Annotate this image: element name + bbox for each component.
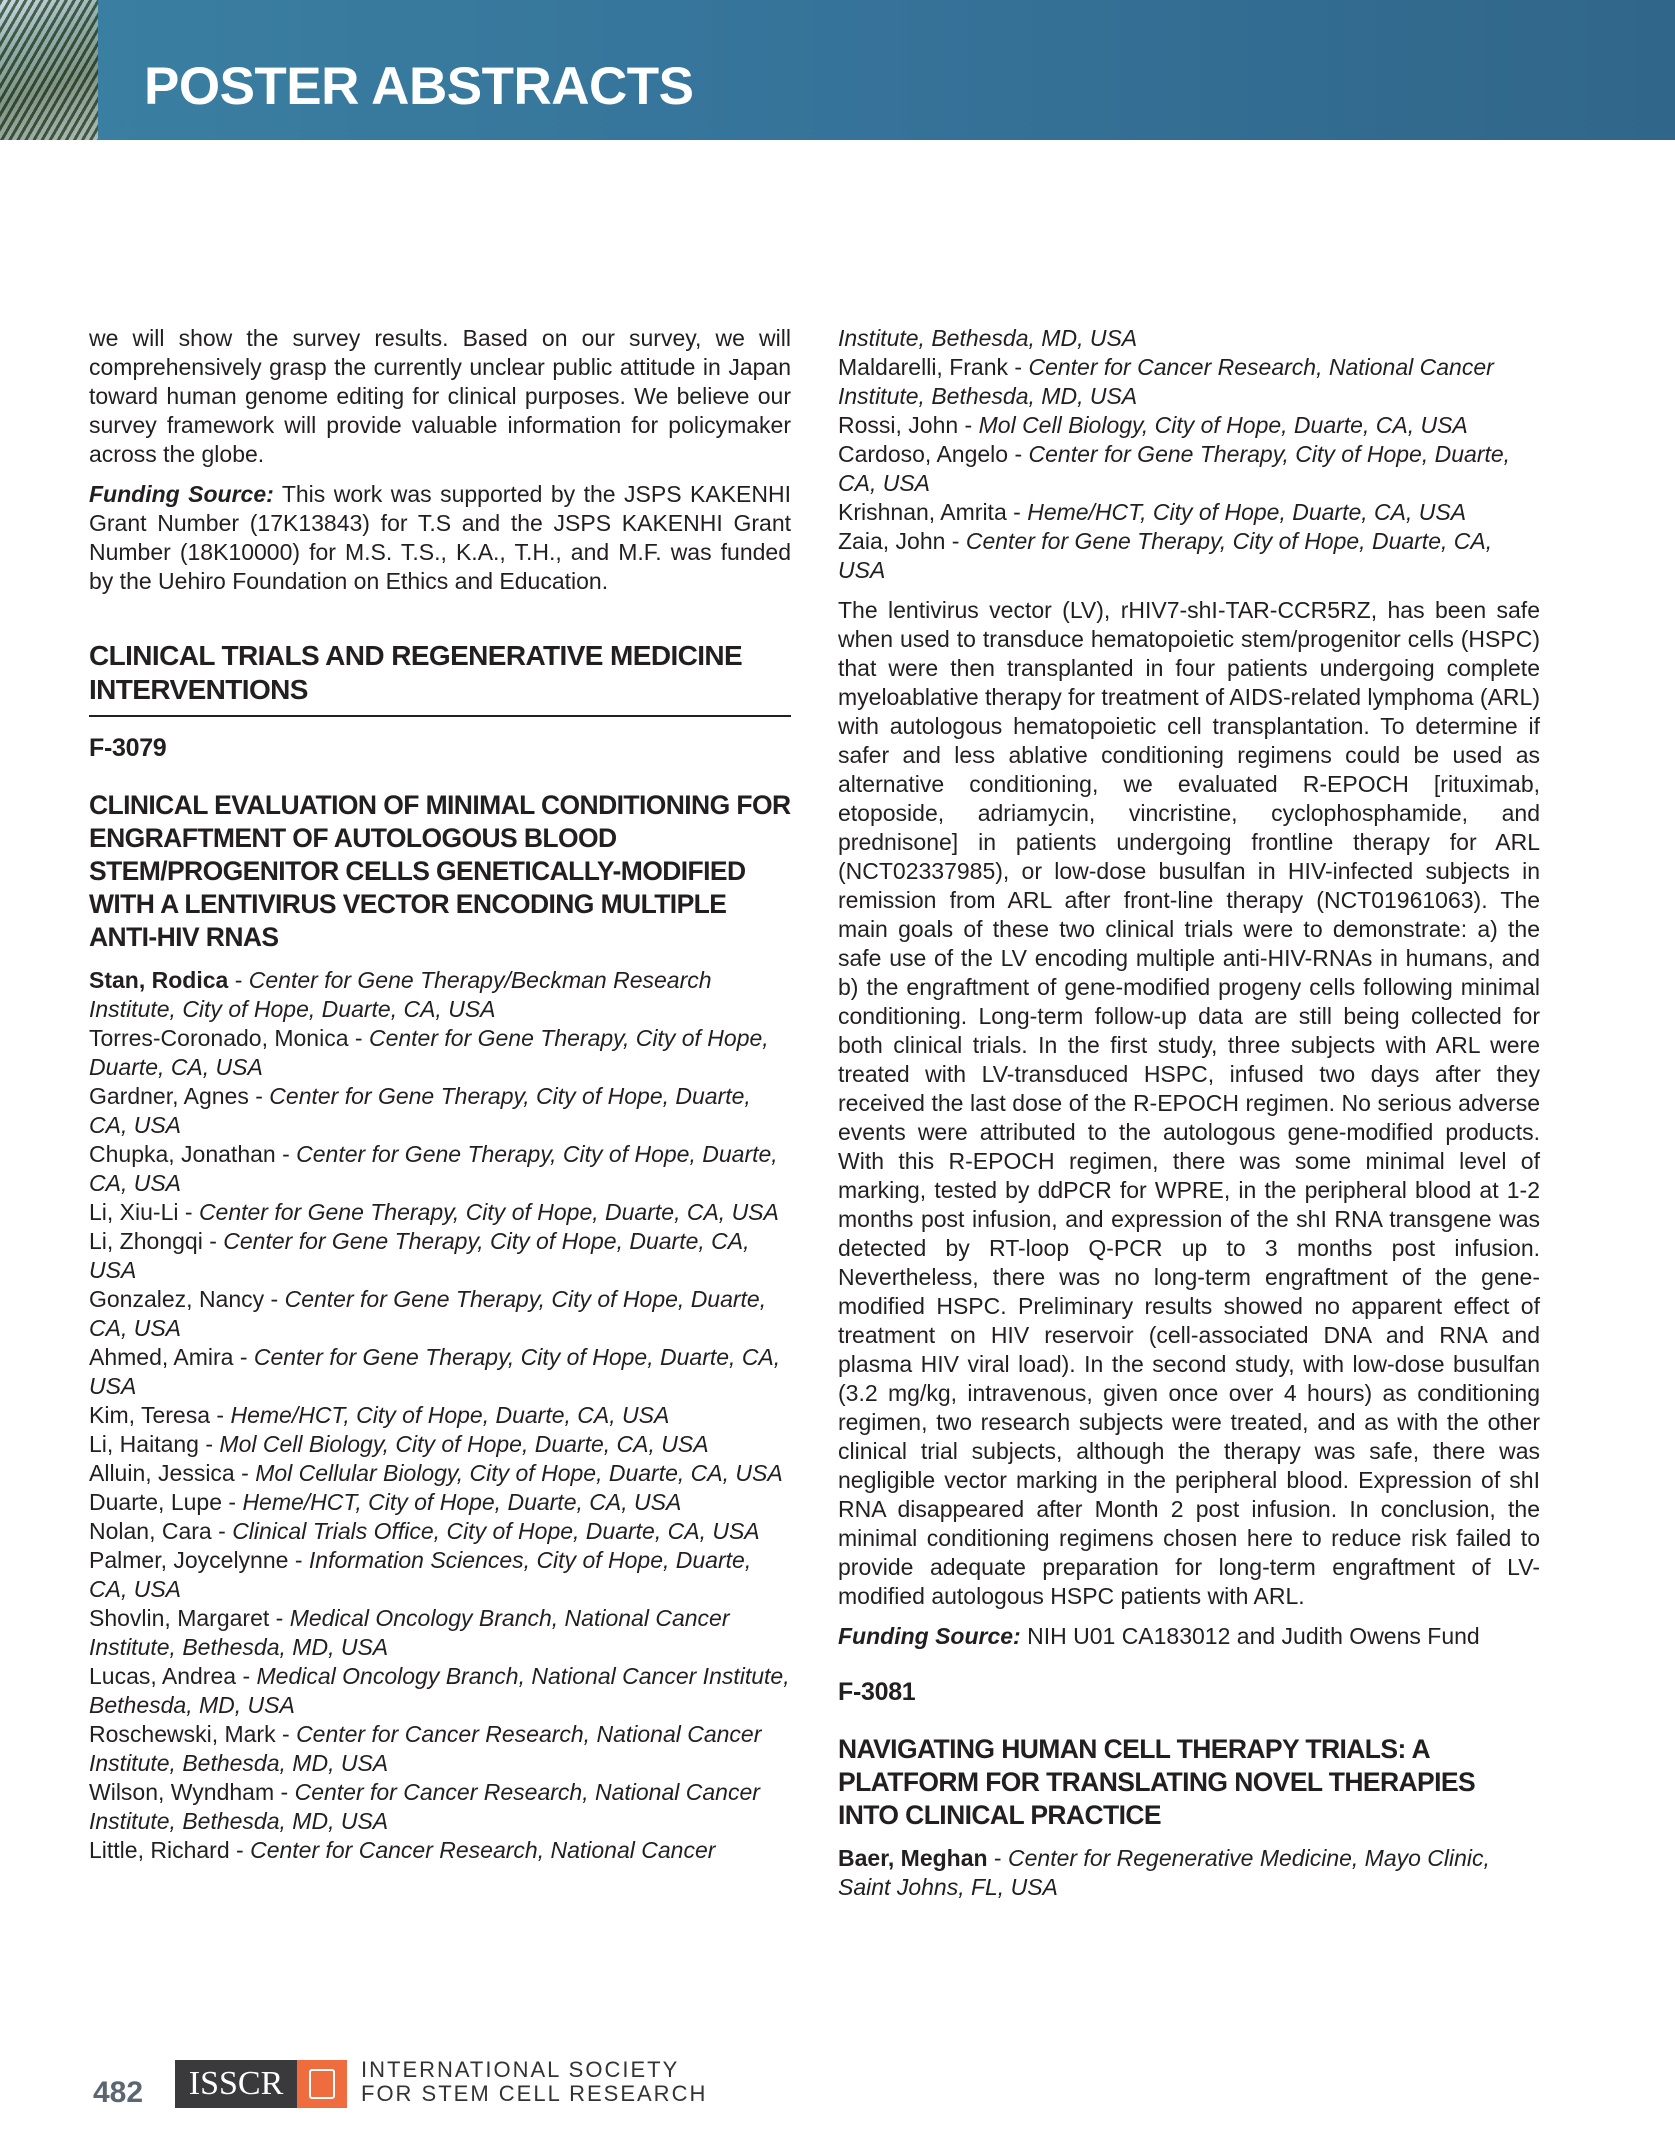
author-affiliation: Mol Cellular Biology, City of Hope, Duarte, CA, USA: [255, 1460, 783, 1486]
right-column: [838, 324, 1540, 1902]
author-list: [838, 1844, 1540, 1902]
author-name: Krishnan, Amrita: [838, 499, 1007, 525]
author-name: Gonzalez, Nancy: [89, 1286, 265, 1312]
author-list: [89, 966, 791, 1865]
author-entry: Rossi, John - Mol Cell Biology, City of Hope, Duarte, CA, USA: [838, 412, 1468, 438]
author-name: Li, Zhongqi: [89, 1228, 203, 1254]
author-name: Nolan, Cara: [89, 1518, 212, 1544]
author-affiliation: Medical Oncology Branch, National Cancer Institute, Bethesda, MD, USA: [89, 1663, 790, 1718]
author-affiliation: Heme/HCT, City of Hope, Duarte, CA, USA: [1027, 499, 1467, 525]
author-name: Chupka, Jonathan: [89, 1141, 276, 1167]
abstract-id: F-3079: [89, 734, 167, 762]
author-affiliation: Center for Gene Therapy, City of Hope, Duarte, CA, USA: [89, 1286, 767, 1341]
section-heading: CLINICAL TRIALS AND REGENERATIVE MEDICINE INTERVENTIONS: [89, 639, 791, 717]
author-affiliation: Clinical Trials Office, City of Hope, Duarte, CA, USA: [232, 1518, 760, 1544]
author-name: Li, Haitang: [89, 1431, 199, 1457]
society-line-2: FOR STEM CELL RESEARCH: [361, 2081, 708, 2106]
author-entry: Ahmed, Amira - Center for Gene Therapy, City of Hope, Duarte, CA, USA: [89, 1344, 781, 1399]
logo-emblem-icon: [297, 2060, 347, 2108]
palm-tree-image: [0, 0, 98, 140]
author-affiliation: Heme/HCT, City of Hope, Duarte, CA, USA: [230, 1402, 670, 1428]
author-affiliation: Center for Gene Therapy, City of Hope, Duarte, CA, USA: [89, 1083, 751, 1138]
author-affiliation: Heme/HCT, City of Hope, Duarte, CA, USA: [242, 1489, 682, 1515]
author-affiliation: Center for Gene Therapy, City of Hope, Duarte, CA, USA: [89, 1228, 750, 1283]
author-name: Baer, Meghan: [838, 1845, 988, 1871]
author-entry: Krishnan, Amrita - Heme/HCT, City of Hope, Duarte, CA, USA: [838, 499, 1467, 525]
author-name: Shovlin, Margaret: [89, 1605, 270, 1631]
society-name: [361, 2058, 707, 2106]
author-entry: Nolan, Cara - Clinical Trials Office, City of Hope, Duarte, CA, USA: [89, 1518, 760, 1544]
logo-text: ISSCR: [175, 2060, 297, 2108]
author-affiliation: Medical Oncology Branch, National Cancer Institute, Bethesda, MD, USA: [89, 1605, 730, 1660]
left-column: [89, 324, 791, 1865]
page-header: [0, 0, 1675, 140]
abstract-id: F-3081: [838, 1678, 916, 1706]
author-affiliation: Center for Cancer Research, National Cancer Institute, Bethesda, MD, USA: [89, 1721, 762, 1776]
affiliation: Institute, Bethesda, MD, USA: [838, 325, 1138, 351]
continued-affiliation: [838, 324, 1540, 353]
author-affiliation: Center for Gene Therapy, City of Hope, Duarte, CA, USA: [89, 1025, 769, 1080]
author-entry: Duarte, Lupe - Heme/HCT, City of Hope, Duarte, CA, USA: [89, 1489, 682, 1515]
author-entry: Torres-Coronado, Monica - Center for Gene Therapy, City of Hope, Duarte, CA, USA: [89, 1025, 769, 1080]
author-affiliation: Center for Cancer Research, National Cancer Institute, Bethesda, MD, USA: [89, 1779, 760, 1834]
author-entry: Baer, Meghan - Center for Regenerative Medicine, Mayo Clinic, Saint Johns, FL, USA: [838, 1845, 1490, 1900]
author-entry: Chupka, Jonathan - Center for Gene Therapy, City of Hope, Duarte, CA, USA: [89, 1141, 778, 1196]
author-entry: Stan, Rodica - Center for Gene Therapy/Beckman Research Institute, City of Hope, Duarte, CA, USA: [89, 967, 712, 1022]
author-entry: Maldarelli, Frank - Center for Cancer Research, National Cancer Institute, Bethesda, MD, USA: [838, 354, 1494, 409]
author-affiliation: Mol Cell Biology, City of Hope, Duarte, CA, USA: [219, 1431, 709, 1457]
author-affiliation: Center for Gene Therapy, City of Hope, Duarte, CA, USA: [838, 528, 1493, 583]
author-name: Lucas, Andrea: [89, 1663, 237, 1689]
abstract-body: The lentivirus vector (LV), rHIV7-shI-TAR-CCR5RZ, has been safe when used to transduce hematopoietic stem/progenitor cells (HSPC) that were then transplanted in four patients undergoing complete myeloablative therapy for treatment of AIDS-related lymphoma (ARL) with autologous hematopoietic cell transplantation. To determine if safer and less ablative conditioning regimens could be used as alternative conditioning, we evaluated R-EPOCH [rituximab, etoposide, adriamycin, vincristine, cyclophosphamide, and prednisone] in patients undergoing frontline therapy for ARL (NCT02337985), or low-dose busulfan in HIV-infected subjects in remission from ARL after front-line therapy (NCT01961063). The main goals of these two clinical trials were to demonstrate: a) the safe use of the LV encoding multiple anti-HIV-RNAs in humans, and b) the engraftment of gene-modified progeny cells following minimal conditioning. Long-term follow-up data are still being collected for both clinical trials. In the first study, three subjects with ARL were treated with LV-transduced HSPC, infused two days after they received the last dose of the R-EPOCH regimen. No serious adverse events were attributed to the autologous gene-modified products. With this R-EPOCH regimen, there was some minimal level of marking, tested by ddPCR for WPRE, in the peripheral blood at 1-2 months post infusion, and expression of the shI RNA transgene was detected by RT-loop Q-PCR up to 3 months post infusion. Nevertheless, there was no long-term engraftment of the gene-modified HSPC. Preliminary results showed no apparent effect of treatment on HIV reservoir (cell-associated DNA and RNA and plasma HIV viral load). In the second study, with low-dose busulfan (3.2 mg/kg, intravenous, given once over 4 hours) as conditioning regimen, two research subjects were treated, and as with the other clinical trial subjects, although the therapy was safe, there was negligible vector marking in the peripheral blood. Expression of shI RNA disappeared after Month 2 post infusion. In conclusion, the minimal conditioning regimens chosen here to reduce risk failed to provide adequate preparation for long-term engraftment of LV-modified autologous HSPC patients with ARL.: [838, 597, 1540, 1609]
author-name: Roschewski, Mark: [89, 1721, 276, 1747]
author-affiliation: Center for Regenerative Medicine, Mayo Clinic, Saint Johns, FL, USA: [838, 1845, 1490, 1900]
author-affiliation: Center for Gene Therapy, City of Hope, Duarte, CA, USA: [89, 1141, 778, 1196]
author-affiliation: Center for Cancer Research, National Cancer: [250, 1837, 716, 1863]
author-name: Maldarelli, Frank: [838, 354, 1008, 380]
author-entry: Kim, Teresa - Heme/HCT, City of Hope, Duarte, CA, USA: [89, 1402, 670, 1428]
author-name: Cardoso, Angelo: [838, 441, 1009, 467]
author-entry: Wilson, Wyndham - Center for Cancer Research, National Cancer Institute, Bethesda, MD, USA: [89, 1779, 760, 1834]
abstract-title: NAVIGATING HUMAN CELL THERAPY TRIALS: A PLATFORM FOR TRANSLATING NOVEL THERAPIES INTO CLINICAL PRACTICE: [838, 1734, 1476, 1830]
funding-label: Funding Source:: [838, 1623, 1021, 1649]
abstract-title: CLINICAL EVALUATION OF MINIMAL CONDITIONING FOR ENGRAFTMENT OF AUTOLOGOUS BLOOD STEM/PROGENITOR CELLS GENETICALLY-MODIFIED WITH A LENTIVIRUS VECTOR ENCODING MULTIPLE ANTI-HIV RNAS: [89, 790, 791, 952]
author-name: Li, Xiu-Li: [89, 1199, 179, 1225]
author-affiliation: Information Sciences, City of Hope, Duarte, CA, USA: [89, 1547, 752, 1602]
author-entry: Li, Haitang - Mol Cell Biology, City of Hope, Duarte, CA, USA: [89, 1431, 709, 1457]
isscr-logo: [175, 2060, 347, 2108]
author-affiliation: Center for Cancer Research, National Cancer Institute, Bethesda, MD, USA: [838, 354, 1494, 409]
author-name: Wilson, Wyndham: [89, 1779, 275, 1805]
author-list: [838, 353, 1540, 585]
author-entry: Little, Richard - Center for Cancer Research, National Cancer: [89, 1837, 716, 1863]
author-entry: Cardoso, Angelo - Center for Gene Therapy, City of Hope, Duarte, CA, USA: [838, 441, 1511, 496]
author-entry: Alluin, Jessica - Mol Cellular Biology, City of Hope, Duarte, CA, USA: [89, 1460, 783, 1486]
author-affiliation: Center for Gene Therapy, City of Hope, Duarte, CA, USA: [198, 1199, 779, 1225]
author-name: Palmer, Joycelynne: [89, 1547, 289, 1573]
header-title: POSTER ABSTRACTS: [144, 57, 694, 116]
author-entry: Palmer, Joycelynne - Information Sciences, City of Hope, Duarte, CA, USA: [89, 1547, 752, 1602]
page-number: 482: [93, 2076, 144, 2109]
funding-paragraph: [89, 480, 791, 596]
author-entry: Gardner, Agnes - Center for Gene Therapy, City of Hope, Duarte, CA, USA: [89, 1083, 751, 1138]
funding-text: This work was supported by the JSPS KAKENHI Grant Number (17K13843) for T.S and the JSPS KAKENHI Grant Number (18K10000) for M.S. T.S., K.A., T.H., and M.F. was funded by the Uehiro Foundation on Ethics and Education.: [89, 481, 791, 594]
author-name: Duarte, Lupe: [89, 1489, 222, 1515]
author-entry: Roschewski, Mark - Center for Cancer Research, National Cancer Institute, Bethesda, MD, USA: [89, 1721, 762, 1776]
author-entry: Lucas, Andrea - Medical Oncology Branch, National Cancer Institute, Bethesda, MD, USA: [89, 1663, 790, 1718]
author-name: Rossi, John: [838, 412, 959, 438]
funding-label: Funding Source:: [89, 481, 274, 507]
author-entry: Li, Zhongqi - Center for Gene Therapy, City of Hope, Duarte, CA, USA: [89, 1228, 750, 1283]
author-name: Kim, Teresa: [89, 1402, 211, 1428]
author-name: Little, Richard: [89, 1837, 230, 1863]
author-entry: Shovlin, Margaret - Medical Oncology Branch, National Cancer Institute, Bethesda, MD, USA: [89, 1605, 730, 1660]
author-affiliation: Center for Gene Therapy, City of Hope, Duarte, CA, USA: [89, 1344, 781, 1399]
author-name: Stan, Rodica: [89, 967, 229, 993]
author-affiliation: Mol Cell Biology, City of Hope, Duarte, CA, USA: [978, 412, 1468, 438]
author-entry: Li, Xiu-Li - Center for Gene Therapy, City of Hope, Duarte, CA, USA: [89, 1199, 779, 1225]
intro-paragraph: we will show the survey results. Based on our survey, we will comprehensively grasp the currently unclear public attitude in Japan toward human genome editing for clinical purposes. We believe our survey framework will provide valuable information for policymaker across the globe.: [89, 325, 791, 467]
author-name: Alluin, Jessica: [89, 1460, 235, 1486]
author-affiliation: Center for Gene Therapy/Beckman Research Institute, City of Hope, Duarte, CA, USA: [89, 967, 712, 1022]
author-entry: Gonzalez, Nancy - Center for Gene Therapy, City of Hope, Duarte, CA, USA: [89, 1286, 767, 1341]
funding-text: NIH U01 CA183012 and Judith Owens Fund: [1020, 1623, 1480, 1649]
author-affiliation: Center for Gene Therapy, City of Hope, Duarte, CA, USA: [838, 441, 1511, 496]
society-line-1: INTERNATIONAL SOCIETY: [361, 2057, 680, 2082]
author-name: Ahmed, Amira: [89, 1344, 234, 1370]
author-name: Zaia, John: [838, 528, 946, 554]
author-name: Torres-Coronado, Monica: [89, 1025, 349, 1051]
author-entry: Zaia, John - Center for Gene Therapy, City of Hope, Duarte, CA, USA: [838, 528, 1493, 583]
funding-paragraph: [838, 1622, 1540, 1651]
author-name: Gardner, Agnes: [89, 1083, 249, 1109]
